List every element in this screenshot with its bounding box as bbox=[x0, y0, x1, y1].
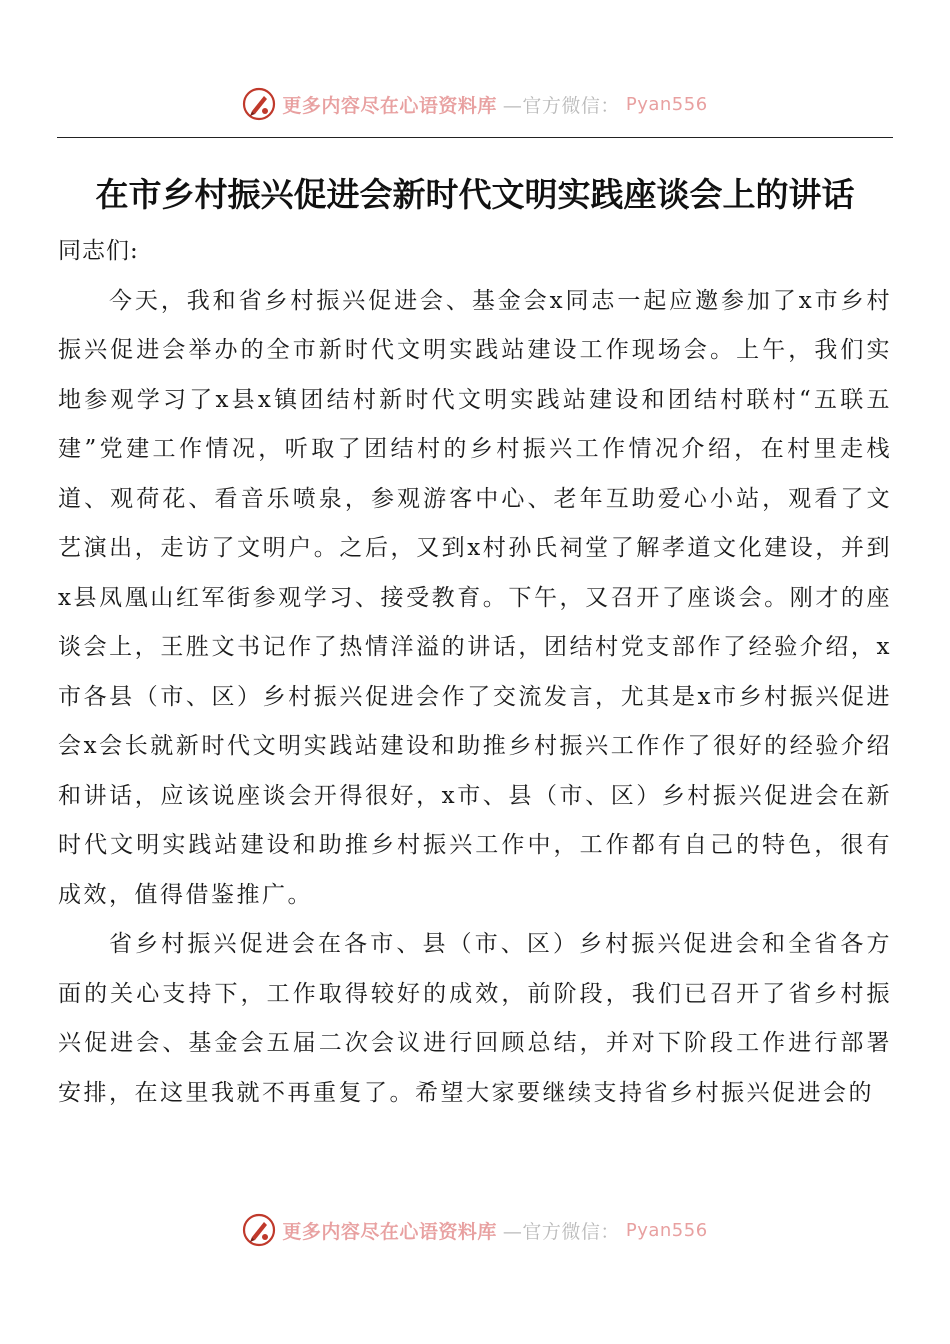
watermark-text-main: 更多内容尽在心语资料库 bbox=[282, 94, 497, 117]
paragraph: 今天，我和省乡村振兴促进会、基金会x同志一起应邀参加了x市乡村振兴促进会举办的全市新时代文明实践站建设工作现场会。上午，我们实地参观学习了x县x镇团结村新时代文明实践站建设和团结村联村“五联五建”党建工作情况，听取了团结村的乡村振兴工作情况介绍，在村里走栈道、观荷花、看音乐喷泉，参观游客中心、老年互助爱心小站，观看了文艺演出，走访了文明户。之后，又到x村孙氏祠堂了解孝道文化建设，并到x县凤凰山红军街参观学习、接受教育。下午，又召开了座谈会。刚才的座谈会上，王胜文书记作了热情洋溢的讲话，团结村党支部作了经验介绍，x市各县（市、区）乡村振兴促进会作了交流发言，尤其是x市乡村振兴促进会x会长就新时代文明实践站建设和助推乡村振兴工作作了很好的经验介绍和讲话，应该说座谈会开得很好，x市、县（市、区）乡村振兴促进会在新时代文明实践站建设和助推乡村振兴工作中，工作都有自己的特色，很有成效，值得借鉴推广。 bbox=[58, 287, 892, 908]
watermark-wechat-id: Pyan556 bbox=[625, 93, 708, 115]
watermark-text-sub: —官方微信： bbox=[502, 1220, 620, 1243]
salutation: 同志们: bbox=[58, 238, 139, 264]
watermark-text-main: 更多内容尽在心语资料库 bbox=[282, 1220, 497, 1243]
watermark-text-sub: —官方微信： bbox=[502, 94, 620, 117]
pen-circle-icon bbox=[242, 87, 276, 121]
header-watermark bbox=[0, 84, 950, 124]
footer-watermark bbox=[0, 1210, 950, 1250]
document-title: 在市乡村振兴促进会新时代文明实践座谈会上的讲话 bbox=[95, 175, 855, 214]
document-body bbox=[58, 227, 892, 1118]
header-divider bbox=[57, 137, 893, 138]
pen-circle-icon bbox=[242, 1213, 276, 1247]
watermark-wechat-id: Pyan556 bbox=[625, 1219, 708, 1241]
paragraph: 省乡村振兴促进会在各市、县（市、区）乡村振兴促进会和全省各方面的关心支持下，工作取得较好的成效，前阶段，我们已召开了省乡村振兴促进会、基金会五届二次会议进行回顾总结，并对下阶段工作进行部署安排，在这里我就不再重复了。希望大家要继续支持省乡村振兴促进会的 bbox=[58, 931, 892, 1106]
